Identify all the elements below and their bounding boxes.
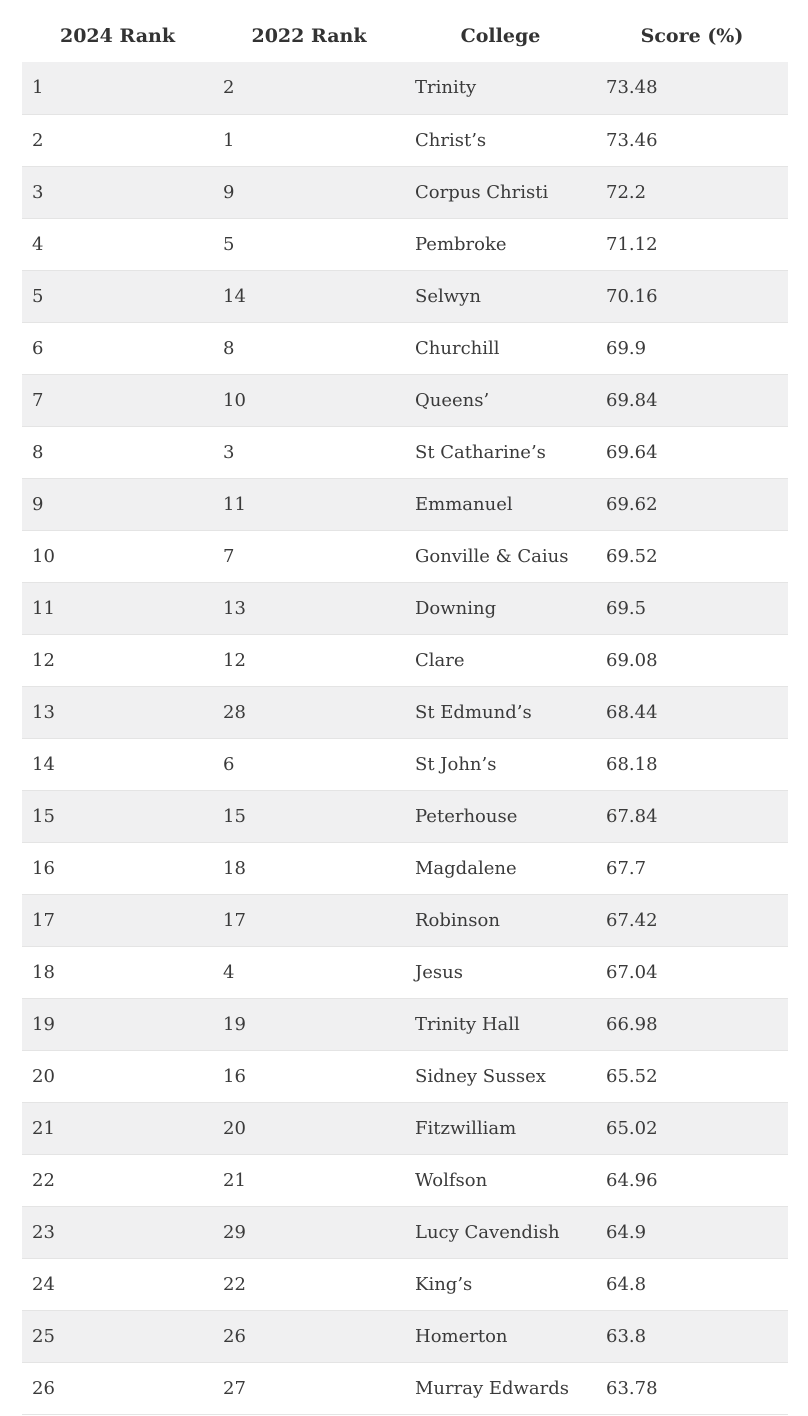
table-row — [22, 582, 788, 634]
college-cell: Sidney Sussex — [405, 1050, 596, 1102]
rank-2024-cell: 10 — [22, 530, 213, 582]
college-cell: Trinity — [405, 62, 596, 114]
score-cell: 68.44 — [596, 686, 788, 738]
college-cell: Magdalene — [405, 842, 596, 894]
rank-2022-cell: 7 — [213, 530, 405, 582]
score-cell: 71.12 — [596, 218, 788, 270]
college-cell: Lucy Cavendish — [405, 1206, 596, 1258]
score-cell: 67.84 — [596, 790, 788, 842]
table-row — [22, 1362, 788, 1414]
table-row — [22, 686, 788, 738]
college-cell: St John’s — [405, 738, 596, 790]
college-cell: Trinity Hall — [405, 998, 596, 1050]
table-row — [22, 270, 788, 322]
header-row — [22, 10, 788, 62]
rank-2022-cell: 1 — [213, 114, 405, 166]
table-row — [22, 478, 788, 530]
rank-2024-cell: 16 — [22, 842, 213, 894]
college-cell: Churchill — [405, 322, 596, 374]
score-cell: 73.48 — [596, 62, 788, 114]
college-cell: St Catharine’s — [405, 426, 596, 478]
score-cell: 72.2 — [596, 166, 788, 218]
table-body — [22, 62, 788, 1414]
rank-2024-cell: 4 — [22, 218, 213, 270]
rank-2022-cell: 11 — [213, 478, 405, 530]
rank-2022-cell: 29 — [213, 1206, 405, 1258]
table-row — [22, 738, 788, 790]
score-cell: 67.7 — [596, 842, 788, 894]
table-row — [22, 842, 788, 894]
rank-2024-cell: 14 — [22, 738, 213, 790]
rank-2022-cell: 16 — [213, 1050, 405, 1102]
score-cell: 69.9 — [596, 322, 788, 374]
rank-2024-cell: 24 — [22, 1258, 213, 1310]
rank-2024-cell: 18 — [22, 946, 213, 998]
rank-2024-cell: 12 — [22, 634, 213, 686]
college-cell: Downing — [405, 582, 596, 634]
table-row — [22, 1310, 788, 1362]
rank-2022-cell: 3 — [213, 426, 405, 478]
college-cell: Selwyn — [405, 270, 596, 322]
header-college: College — [460, 25, 541, 47]
rank-2022-cell: 18 — [213, 842, 405, 894]
table-row — [22, 166, 788, 218]
header-score: Score (%) — [640, 25, 744, 47]
college-cell: Peterhouse — [405, 790, 596, 842]
table-row — [22, 790, 788, 842]
score-cell: 65.52 — [596, 1050, 788, 1102]
rank-2024-cell: 19 — [22, 998, 213, 1050]
college-cell: Wolfson — [405, 1154, 596, 1206]
college-cell: King’s — [405, 1258, 596, 1310]
table-row — [22, 1258, 788, 1310]
rank-2024-cell: 13 — [22, 686, 213, 738]
rank-2022-cell: 14 — [213, 270, 405, 322]
table-row — [22, 530, 788, 582]
rank-2022-cell: 4 — [213, 946, 405, 998]
score-cell: 69.5 — [596, 582, 788, 634]
score-cell: 68.18 — [596, 738, 788, 790]
college-cell: Clare — [405, 634, 596, 686]
college-cell: Corpus Christi — [405, 166, 596, 218]
table-row — [22, 946, 788, 998]
score-cell: 67.04 — [596, 946, 788, 998]
table-row — [22, 998, 788, 1050]
rank-2024-cell: 2 — [22, 114, 213, 166]
table-row — [22, 114, 788, 166]
rank-2022-cell: 8 — [213, 322, 405, 374]
rank-2024-cell: 11 — [22, 582, 213, 634]
score-cell: 64.9 — [596, 1206, 788, 1258]
header-2024-rank: 2024 Rank — [59, 25, 175, 47]
rank-2024-cell: 9 — [22, 478, 213, 530]
rank-2022-cell: 15 — [213, 790, 405, 842]
table-row — [22, 634, 788, 686]
college-cell: Queens’ — [405, 374, 596, 426]
score-cell: 70.16 — [596, 270, 788, 322]
rank-2022-cell: 5 — [213, 218, 405, 270]
rank-2022-cell: 10 — [213, 374, 405, 426]
score-cell: 64.8 — [596, 1258, 788, 1310]
rank-2022-cell: 22 — [213, 1258, 405, 1310]
table-row — [22, 322, 788, 374]
college-cell: Christ’s — [405, 114, 596, 166]
score-cell: 63.8 — [596, 1310, 788, 1362]
rank-2022-cell: 27 — [213, 1362, 405, 1414]
rank-2024-cell: 15 — [22, 790, 213, 842]
rank-2024-cell: 3 — [22, 166, 213, 218]
rank-2024-cell: 22 — [22, 1154, 213, 1206]
rank-2024-cell: 8 — [22, 426, 213, 478]
rank-2024-cell: 6 — [22, 322, 213, 374]
score-cell: 69.84 — [596, 374, 788, 426]
rank-2022-cell: 13 — [213, 582, 405, 634]
score-cell: 69.52 — [596, 530, 788, 582]
table-row — [22, 1102, 788, 1154]
rank-2022-cell: 17 — [213, 894, 405, 946]
table-row — [22, 374, 788, 426]
college-cell: Emmanuel — [405, 478, 596, 530]
score-cell: 67.42 — [596, 894, 788, 946]
rank-2022-cell: 26 — [213, 1310, 405, 1362]
rank-2024-cell: 20 — [22, 1050, 213, 1102]
college-cell: Homerton — [405, 1310, 596, 1362]
score-cell: 73.46 — [596, 114, 788, 166]
table-header — [22, 10, 788, 62]
rank-2024-cell: 7 — [22, 374, 213, 426]
rank-2024-cell: 5 — [22, 270, 213, 322]
rank-2022-cell: 6 — [213, 738, 405, 790]
rank-2022-cell: 28 — [213, 686, 405, 738]
rankings-table — [22, 10, 788, 1415]
college-cell: Gonville & Caius — [405, 530, 596, 582]
college-cell: St Edmund’s — [405, 686, 596, 738]
header-2022-rank: 2022 Rank — [251, 25, 367, 47]
score-cell: 65.02 — [596, 1102, 788, 1154]
college-cell: Jesus — [405, 946, 596, 998]
score-cell: 69.64 — [596, 426, 788, 478]
rank-2022-cell: 12 — [213, 634, 405, 686]
rank-2024-cell: 17 — [22, 894, 213, 946]
rank-2024-cell: 1 — [22, 62, 213, 114]
college-cell: Fitzwilliam — [405, 1102, 596, 1154]
score-cell: 69.62 — [596, 478, 788, 530]
rankings-table-container — [22, 10, 788, 1415]
table-row — [22, 894, 788, 946]
rank-2024-cell: 25 — [22, 1310, 213, 1362]
table-row — [22, 218, 788, 270]
rank-2022-cell: 21 — [213, 1154, 405, 1206]
score-cell: 69.08 — [596, 634, 788, 686]
college-cell: Murray Edwards — [405, 1362, 596, 1414]
rank-2024-cell: 21 — [22, 1102, 213, 1154]
score-cell: 66.98 — [596, 998, 788, 1050]
rank-2022-cell: 9 — [213, 166, 405, 218]
table-row — [22, 1206, 788, 1258]
rank-2022-cell: 2 — [213, 62, 405, 114]
college-cell: Pembroke — [405, 218, 596, 270]
rank-2024-cell: 23 — [22, 1206, 213, 1258]
score-cell: 64.96 — [596, 1154, 788, 1206]
rank-2022-cell: 19 — [213, 998, 405, 1050]
table-row — [22, 426, 788, 478]
table-row — [22, 1154, 788, 1206]
rank-2024-cell: 26 — [22, 1362, 213, 1414]
college-cell: Robinson — [405, 894, 596, 946]
table-row — [22, 62, 788, 114]
rank-2022-cell: 20 — [213, 1102, 405, 1154]
score-cell: 63.78 — [596, 1362, 788, 1414]
table-row — [22, 1050, 788, 1102]
